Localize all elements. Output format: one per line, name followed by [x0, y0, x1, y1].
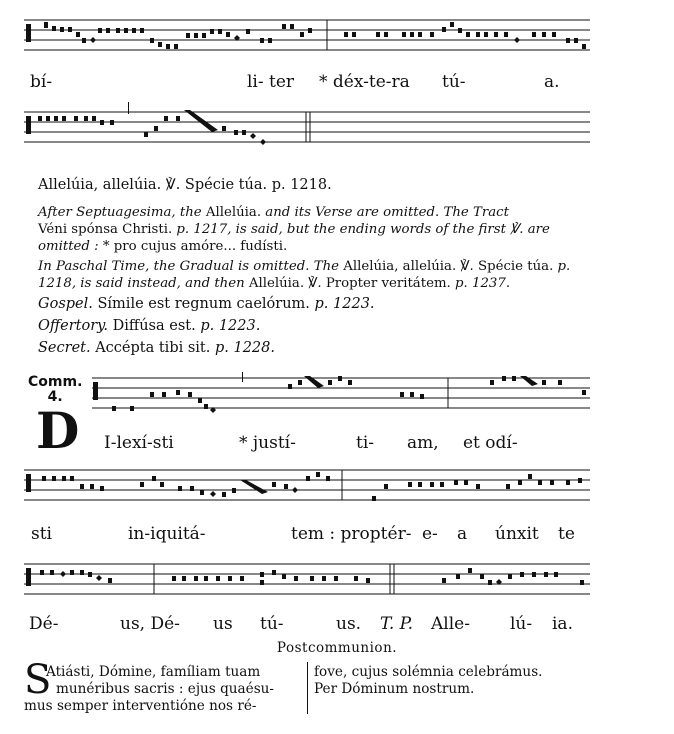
rubric-text: Allelúia. ℣. Propter veritátem.: [244, 276, 456, 291]
staff-2: [24, 102, 590, 146]
secret-text: Accépta tibi sit.: [90, 340, 215, 356]
lyric: únxit: [495, 524, 539, 544]
alleluia-line: Allelúia, allelúia. ℣. Spécie túa. p. 1218.: [38, 177, 332, 193]
neume-staff-4: [24, 462, 590, 508]
rubric-text: * pro cujus amóre... fudísti.: [102, 239, 288, 254]
lyric: li- ter: [247, 72, 295, 92]
rubric-text: After Septuagesima, the: [38, 205, 202, 220]
comm-label: Comm.: [28, 374, 83, 390]
rubric-text: In Paschal Time, the Gradual is omitted. The: [38, 259, 339, 274]
gospel-text: Símile est regnum caelórum.: [92, 296, 315, 312]
rubric-text: p. 1218, is said instead, and then: [38, 259, 571, 291]
lyric: a: [457, 524, 468, 544]
lyric: T. P.: [380, 614, 414, 634]
lyric: te: [558, 524, 575, 544]
neume-staff-5: [24, 556, 590, 602]
column-divider: [307, 662, 308, 714]
rubric-text: and its Verse are omitted. The Tract: [265, 205, 509, 220]
lyric: bí-: [30, 72, 53, 92]
lyric: a.: [544, 72, 560, 92]
initial-S: S: [24, 657, 52, 703]
lyric: * justí-: [239, 433, 296, 453]
lyric: lú-: [510, 614, 533, 634]
staff-5: [24, 556, 590, 600]
lyric: tú-: [260, 614, 284, 634]
lyric: I-lexí-sti: [104, 433, 174, 453]
lyric: e-: [422, 524, 438, 544]
lyric: * déx-te-ra: [319, 72, 410, 92]
lyric: us.: [336, 614, 362, 634]
rubric-paschal: [38, 258, 590, 292]
rubric-text: Allelúia, allelúia. ℣. Spécie túa.: [339, 259, 558, 274]
gospel-page: p. 1223.: [314, 296, 375, 312]
lyric: sti: [31, 524, 52, 544]
staff-3: [92, 370, 590, 414]
secret-page: p. 1228.: [214, 340, 275, 356]
offertory-page: p. 1223.: [200, 318, 261, 334]
rubric-text: Véni spónsa Christi.: [38, 222, 177, 237]
lyric: tú-: [442, 72, 466, 92]
rubric-text: p. 1217, is said, but the ending words of the first ℣. are omitted :: [38, 222, 550, 254]
offertory-text: Diffúsa est.: [108, 318, 201, 334]
initial-D: D: [36, 401, 80, 460]
postcommunion-right-2: Per Dóminum nostrum.: [314, 681, 475, 697]
lyric: us, Dé-: [120, 614, 180, 634]
neume-staff-2: [24, 102, 590, 152]
comm-number: 4.: [47, 389, 63, 405]
postcommunion-left-1: Atiásti, Dómine, famíliam tuam: [46, 664, 261, 680]
lyric: ia.: [552, 614, 573, 634]
neume-staff-3: [92, 370, 590, 418]
rubric-septuagesima: [38, 204, 590, 255]
staff-1: [24, 14, 590, 58]
lyric: am,: [407, 433, 439, 453]
gospel-label: Gospel.: [38, 296, 93, 312]
lyric: tem : proptér-: [291, 524, 412, 544]
lyric: ti-: [356, 433, 375, 453]
postcommunion-right-1: fove, cujus solémnia celebrámus.: [314, 664, 543, 680]
offertory-line: [38, 318, 590, 335]
offertory-label: Offertory.: [38, 318, 109, 334]
neume-staff-1: [24, 14, 590, 58]
secret-label: Secret.: [38, 340, 91, 356]
lyric: in-iquitá-: [128, 524, 206, 544]
postcommunion-heading: Postcommunion.: [276, 640, 398, 656]
lyric: Dé-: [29, 614, 59, 634]
postcommunion-left-2: munéribus sacris : ejus quaésu-: [56, 681, 275, 697]
lyric: et odí-: [463, 433, 518, 453]
lyric: us: [213, 614, 233, 634]
gospel-line: [38, 296, 590, 313]
postcommunion-left-3: mus semper interventióne nos ré-: [24, 698, 257, 714]
rubric-text: p. 1237.: [455, 276, 511, 291]
staff-4: [24, 462, 590, 506]
secret-line: [38, 340, 590, 357]
lyric: Alle-: [431, 614, 470, 634]
rubric-text: Allelúia.: [201, 205, 266, 220]
